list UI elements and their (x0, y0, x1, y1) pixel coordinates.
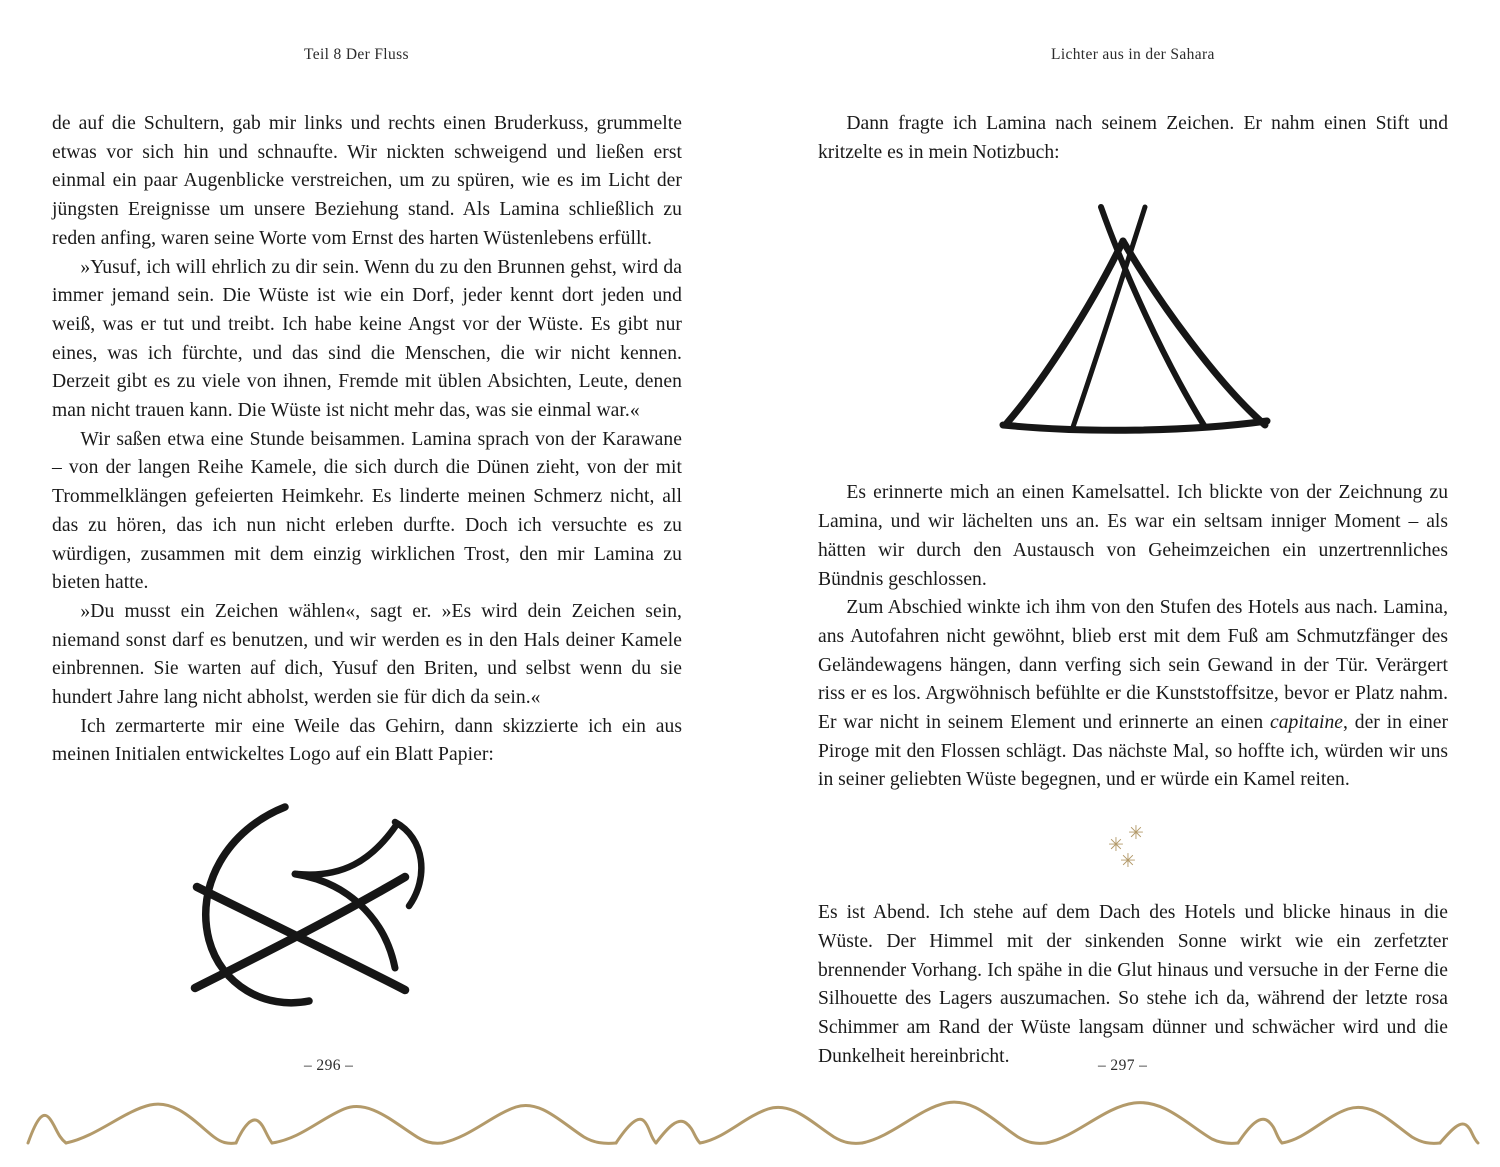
svg-text:✳: ✳ (1128, 823, 1144, 845)
paragraph: Dann fragte ich Lamina nach seinem Zeichen. Er nahm einen Stift und kritzelte es in mein Notizbuch: (818, 113, 1448, 163)
running-head-left: Teil 8 Der Fluss (304, 46, 409, 63)
paragraph: Es erinnerte mich an einen Kamelsattel. Ich blickte von der Zeichnung zu Lamina, und wir lächelten uns an. Es war ein seltsam inniger Moment – als hätten wir durch den Austausch von Geheimzeichen ein unzertrennliches Bündnis geschlossen. (818, 482, 1448, 590)
paragraph: »Du musst ein Zeichen wählen«, sagt er. »Es wird dein Zeichen sein, niemand sonst darf es benutzen, und wir werden es in den Hals deiner Kamele einbrennen. Sie warten auf dich, Yusuf den Briten, und selbst wenn du sie hundert Jahre lang nicht abholst, werden sie für dich da sein.« (52, 600, 682, 709)
right-text-column (818, 110, 1448, 1071)
page-number-left: – 296 – (304, 1057, 354, 1074)
right-page (750, 0, 1500, 1167)
hand-drawn-camel-saddle-sketch (933, 199, 1333, 449)
hand-drawn-logo-sketch (147, 792, 587, 1032)
paragraph-part-one: Zum Abschied winkte ich ihm von den Stufen des Hotels aus nach. Lamina, ans Autofahren nicht gewöhnt, blieb erst mit dem Fuß am Schmutzfänger des Geländewagens hängen, dann verfing sich sein Gewand in der Tür. Verärgert riss er es los. Argwöhnisch befühlte er die Kunststoffsitze, bevor er Platz nahm. Er war nicht in seinem Element und erinnerte an einen (818, 597, 1448, 734)
page-number-right: – 297 – (1098, 1057, 1148, 1074)
paragraph: Es ist Abend. Ich stehe auf dem Dach des Hotels und blicke hinaus in die Wüste. Der Himmel mit der sinkenden Sonne wirkt wie ein zerfetzter brennender Vorhang. Ich spähe in die Glut hinaus und versuche in der Ferne die Silhouette des Lagers auszumachen. So stehe ich da, während der letzte rosa Schimmer am Rand der Wüste langsam dünner und schwächer wird und die Dunkelheit hereinbricht. (818, 902, 1448, 1067)
paragraph-with-italic (818, 594, 1448, 795)
running-head-right: Lichter aus in der Sahara (1051, 46, 1215, 63)
svg-text:✳: ✳ (1120, 851, 1136, 873)
paragraph-part-two: , der in einer Piroge mit den Flossen schlägt. Das nächste Mal, so hoffte ich, würden wir uns in seiner geliebten Wüste begegnen, und er würde ein Kamel reiten. (818, 712, 1448, 791)
paragraph: de auf die Schultern, gab mir links und rechts einen Bruderkuss, grummelte etwas vor sich hin und schnaufte. Wir nickten schweigend und ließen erst einmal ein paar Augenblicke verstreichen, um zu spüren, wie es im Licht der jüngsten Ereignisse um unsere Beziehung stand. Als Lamina schließlich zu reden anfing, waren seine Worte vom Ernst des harten Wüstenlebens erfüllt. (52, 113, 682, 249)
paragraph: Wir saßen etwa eine Stunde beisammen. Lamina sprach von der Karawane – von der langen Reihe Kamele, die sich durch die Dünen zieht, von der mit Trommelklängen gefeierten Heimkehr. Es linderte meinen Schmerz nicht, all das zu hören, das ich nun nicht erleben durfte. Doch ich versuchte es zu würdigen, zusammen mit dem einzig wirklichen Trost, den mir Lamina zu bieten hatte. (52, 428, 682, 594)
gutter (744, 0, 756, 1167)
left-text-column (52, 110, 682, 770)
paragraph: Ich zermarterte mir eine Weile das Gehirn, dann skizzierte ich ein aus meinen Initialen entwickeltes Logo auf ein Blatt Papier: (52, 715, 682, 766)
stars-dingbat (1098, 821, 1168, 877)
paragraph: »Yusuf, ich will ehrlich zu dir sein. Wenn du zu den Brunnen gehst, wird da immer jemand sein. Die Wüste ist wie ein Dorf, jeder kennt dort jeden und weiß, was er tut und treibt. Ich habe keine Angst vor der Wüste. Es gibt nur eines, was ich fürchte, und das sind die Menschen, die wir nicht kennen. Derzeit gibt es zu viele von ihnen, Fremde mit üblen Absichten, Leute, denen man nicht trauen kann. Die Wüste ist nicht mehr das, was sie einmal war.« (52, 256, 682, 422)
svg-text:✳: ✳ (1108, 835, 1124, 857)
italic-term: capitaine (1270, 712, 1343, 734)
